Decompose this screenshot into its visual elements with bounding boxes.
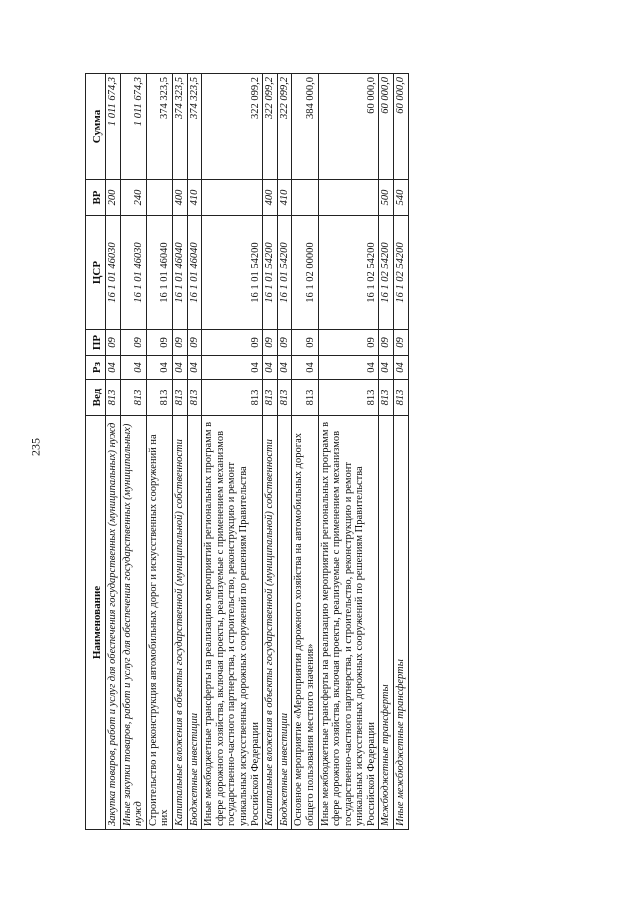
cell-vr xyxy=(292,180,318,216)
cell-rz: 04 xyxy=(106,356,121,380)
cell-vr: 500 xyxy=(379,180,394,216)
cell-pr: 09 xyxy=(120,330,146,356)
cell-csr: 16 1 01 46030 xyxy=(120,216,146,330)
table-body xyxy=(106,74,409,830)
cell-pr: 09 xyxy=(318,330,379,356)
cell-pr: 09 xyxy=(146,330,172,356)
table-row xyxy=(379,74,394,830)
cell-name: Строительство и реконструкция автомобильных дорог и искусственных сооружений на них xyxy=(146,416,172,830)
table-row xyxy=(292,74,318,830)
page-number: 235 xyxy=(28,438,43,456)
header-sum: Сумма xyxy=(86,74,106,180)
cell-csr: 16 1 01 46040 xyxy=(187,216,202,330)
table-row xyxy=(202,74,263,830)
cell-csr: 16 1 02 54200 xyxy=(318,216,379,330)
cell-csr: 16 1 02 54200 xyxy=(394,216,409,330)
cell-name: Бюджетные инвестиции xyxy=(187,416,202,830)
cell-csr: 16 1 01 46030 xyxy=(106,216,121,330)
cell-ved: 813 xyxy=(292,380,318,416)
cell-sum: 1 011 674,3 xyxy=(120,74,146,180)
cell-pr: 09 xyxy=(394,330,409,356)
cell-ved: 813 xyxy=(263,380,278,416)
cell-name: Капитальные вложения в объекты государственной (муниципальной) собственности xyxy=(263,416,278,830)
cell-sum: 384 000,0 xyxy=(292,74,318,180)
cell-rz: 04 xyxy=(379,356,394,380)
cell-ved: 813 xyxy=(277,380,292,416)
cell-rz: 04 xyxy=(172,356,187,380)
cell-csr: 16 1 02 54200 xyxy=(379,216,394,330)
cell-pr: 09 xyxy=(277,330,292,356)
cell-csr: 16 1 01 46040 xyxy=(172,216,187,330)
header-ved: Вед xyxy=(86,380,106,416)
table-row xyxy=(187,74,202,830)
cell-name: Иные межбюджетные трансферты на реализацию мероприятий региональных программ в сфере дорожного хозяйства, включая проекты, реализуемые с применением механизмов государственно-частного партнерства, и строительство, реконструкцию и ремонт уникальных искусственных дорожных сооружений по решениям Правительства Российской Федерации xyxy=(202,416,263,830)
cell-csr: 16 1 01 54200 xyxy=(263,216,278,330)
cell-vr xyxy=(202,180,263,216)
cell-sum: 60 000,0 xyxy=(394,74,409,180)
cell-sum: 322 099,2 xyxy=(263,74,278,180)
cell-vr: 400 xyxy=(172,180,187,216)
cell-rz: 04 xyxy=(394,356,409,380)
cell-rz: 04 xyxy=(187,356,202,380)
budget-table-rotated xyxy=(85,74,484,830)
cell-rz: 04 xyxy=(277,356,292,380)
cell-rz: 04 xyxy=(263,356,278,380)
header-name: Наименование xyxy=(86,416,106,830)
table-row xyxy=(172,74,187,830)
cell-pr: 09 xyxy=(292,330,318,356)
cell-ved: 813 xyxy=(146,380,172,416)
cell-ved: 813 xyxy=(172,380,187,416)
cell-name: Основное мероприятие «Мероприятия дорожного хозяйства на автомобильных дорогах общего пользования местного значения» xyxy=(292,416,318,830)
cell-sum: 374 323,5 xyxy=(172,74,187,180)
header-pr: ПР xyxy=(86,330,106,356)
cell-sum: 374 323,5 xyxy=(187,74,202,180)
table-row xyxy=(263,74,278,830)
cell-rz: 04 xyxy=(318,356,379,380)
cell-ved: 813 xyxy=(318,380,379,416)
cell-name: Закупка товаров, работ и услуг для обеспечения государственных (муниципальных) нужд xyxy=(106,416,121,830)
table-row xyxy=(106,74,121,830)
table-header-row xyxy=(86,74,106,830)
cell-sum: 374 323,5 xyxy=(146,74,172,180)
table-row xyxy=(120,74,146,830)
cell-rz: 04 xyxy=(146,356,172,380)
cell-rz: 04 xyxy=(120,356,146,380)
cell-pr: 09 xyxy=(202,330,263,356)
cell-sum: 60 000,0 xyxy=(379,74,394,180)
cell-pr: 09 xyxy=(172,330,187,356)
cell-name: Капитальные вложения в объекты государственной (муниципальной) собственности xyxy=(172,416,187,830)
header-rz: Рз xyxy=(86,356,106,380)
cell-sum: 322 099,2 xyxy=(277,74,292,180)
cell-name: Иные межбюджетные трансферты на реализацию мероприятий региональных программ в сфере дорожного хозяйства, включая проекты, реализуемые с применением механизмов государственно-частного партнерства, и строительство, реконструкцию и ремонт уникальных искусственных дорожных сооружений по решениям Правительства Российской Федерации xyxy=(318,416,379,830)
cell-pr: 09 xyxy=(187,330,202,356)
budget-table xyxy=(85,73,409,830)
cell-vr: 410 xyxy=(187,180,202,216)
cell-ved: 813 xyxy=(187,380,202,416)
cell-vr: 400 xyxy=(263,180,278,216)
cell-csr: 16 1 01 54200 xyxy=(277,216,292,330)
cell-vr: 200 xyxy=(106,180,121,216)
table-row xyxy=(394,74,409,830)
cell-ved: 813 xyxy=(120,380,146,416)
cell-vr: 540 xyxy=(394,180,409,216)
cell-ved: 813 xyxy=(379,380,394,416)
cell-pr: 09 xyxy=(379,330,394,356)
cell-vr: 410 xyxy=(277,180,292,216)
cell-ved: 813 xyxy=(202,380,263,416)
table-row xyxy=(146,74,172,830)
cell-csr: 16 1 01 46040 xyxy=(146,216,172,330)
cell-csr: 16 1 01 54200 xyxy=(202,216,263,330)
cell-ved: 813 xyxy=(106,380,121,416)
cell-vr: 240 xyxy=(120,180,146,216)
cell-csr: 16 1 02 00000 xyxy=(292,216,318,330)
cell-sum: 60 000,0 xyxy=(318,74,379,180)
cell-name: Иные закупки товаров, работ и услуг для обеспечения государственных (муниципальных) нужд xyxy=(120,416,146,830)
table-row xyxy=(277,74,292,830)
cell-pr: 09 xyxy=(106,330,121,356)
cell-sum: 322 099,2 xyxy=(202,74,263,180)
cell-ved: 813 xyxy=(394,380,409,416)
cell-pr: 09 xyxy=(263,330,278,356)
table-row xyxy=(318,74,379,830)
cell-sum: 1 011 674,3 xyxy=(106,74,121,180)
cell-rz: 04 xyxy=(292,356,318,380)
cell-vr xyxy=(146,180,172,216)
cell-name: Межбюджетные трансферты xyxy=(379,416,394,830)
header-vr: ВР xyxy=(86,180,106,216)
cell-rz: 04 xyxy=(202,356,263,380)
cell-vr xyxy=(318,180,379,216)
cell-name: Иные межбюджетные трансферты xyxy=(394,416,409,830)
header-csr: ЦСР xyxy=(86,216,106,330)
cell-name: Бюджетные инвестиции xyxy=(277,416,292,830)
